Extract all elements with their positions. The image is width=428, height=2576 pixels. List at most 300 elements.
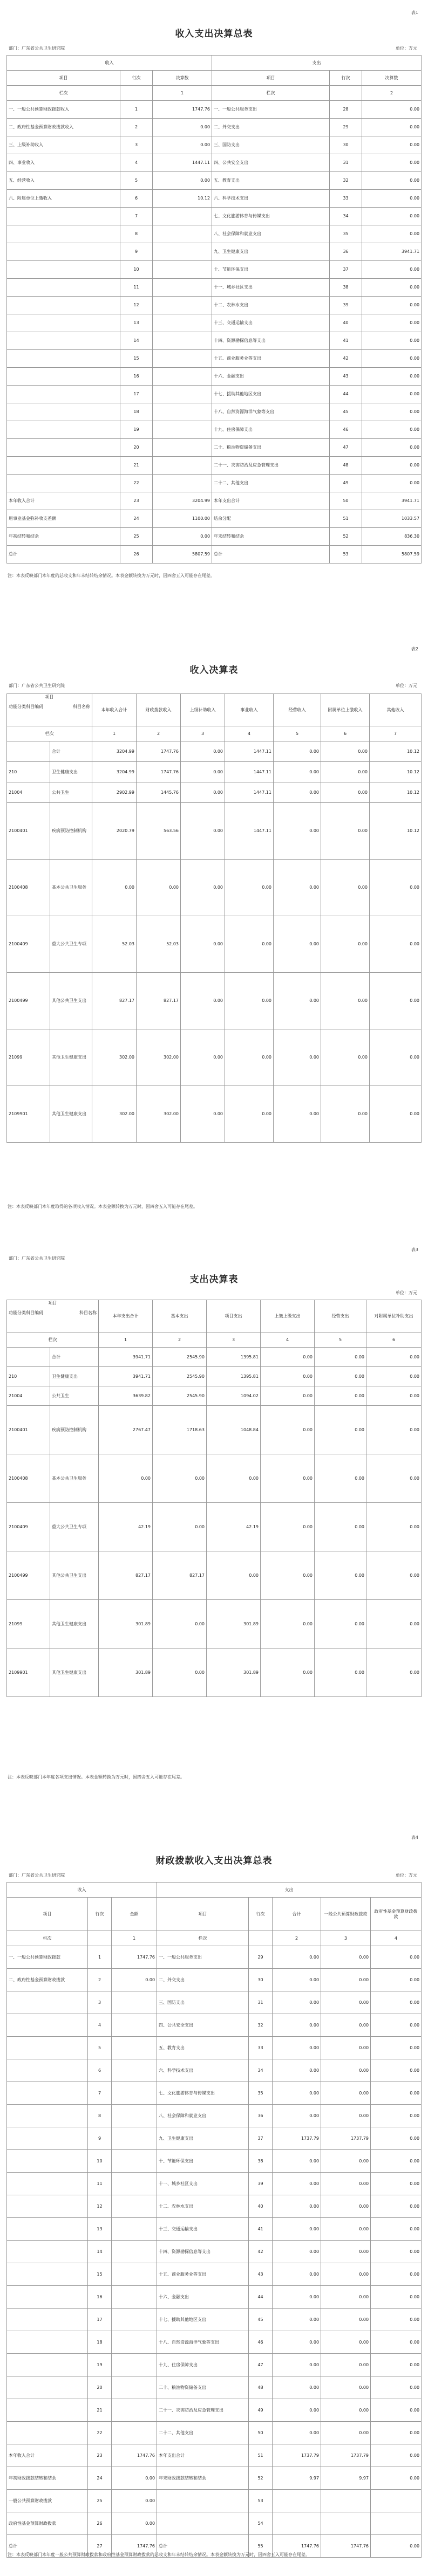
income-item xyxy=(7,2014,88,2037)
income-row-no: 4 xyxy=(88,2014,112,2037)
income-item: 本年收入合计 xyxy=(7,492,120,510)
income-row-no: 13 xyxy=(88,2218,112,2241)
expense-general-budget: 0.00 xyxy=(321,2422,371,2444)
value-cell: 3204.99 xyxy=(92,741,137,762)
income-amount xyxy=(153,261,212,279)
subject-code: 2100499 xyxy=(7,1551,50,1600)
income-amount xyxy=(153,350,212,368)
expense-amount: 1033.57 xyxy=(362,510,422,528)
col-index: 5 xyxy=(274,726,321,741)
expense-amount: 0.00 xyxy=(362,208,422,225)
table-tag: 表1 xyxy=(411,10,418,15)
expense-item: 四、公共安全支出 xyxy=(157,2014,249,2037)
income-amount xyxy=(153,386,212,403)
expense-item: 六、科学技术支出 xyxy=(212,190,330,208)
fiscal-summary-table xyxy=(6,1882,422,2558)
value-cell: 0.00 xyxy=(274,973,321,1029)
value-cell: 2545.90 xyxy=(153,1386,207,1406)
expense-general-budget: 1747.76 xyxy=(321,2535,371,2558)
value-cell: 10.12 xyxy=(370,803,422,860)
income-item xyxy=(7,2082,88,2105)
department-label: 部门：广东省公共卫生研究院 xyxy=(9,1873,65,1878)
expense-row-no: 33 xyxy=(249,2037,273,2059)
expense-total: 0.00 xyxy=(273,2309,321,2331)
subject-name: 基本公共卫生服务 xyxy=(50,860,92,916)
table-row xyxy=(7,350,422,368)
expense-row-no: 45 xyxy=(249,2309,273,2331)
value-cell: 0.00 xyxy=(181,860,225,916)
expense-amount: 0.00 xyxy=(362,297,422,314)
subject-name: 疾病预防控制机构 xyxy=(50,1406,99,1454)
expense-row-no: 50 xyxy=(330,492,362,510)
expense-general-budget: 0.00 xyxy=(321,2218,371,2241)
expense-row-no: 36 xyxy=(330,243,362,261)
expense-item: 十五、商业服务业等支出 xyxy=(157,2263,249,2286)
expense-amount: 0.00 xyxy=(362,421,422,439)
value-cell: 0.00 xyxy=(153,1454,207,1503)
subject-code: 21004 xyxy=(7,1386,50,1406)
income-amount xyxy=(112,2331,157,2354)
expense-row-no: 41 xyxy=(330,332,362,350)
expense-row-no: 53 xyxy=(249,2490,273,2512)
value-cell: 0.00 xyxy=(181,973,225,1029)
expense-amount: 0.00 xyxy=(362,350,422,368)
income-row-no: 19 xyxy=(88,2354,112,2376)
col-index-label: 栏次 xyxy=(157,1931,249,1946)
table-row xyxy=(7,1551,422,1600)
expense-row-no: 36 xyxy=(249,2105,273,2127)
subject-code: 2100408 xyxy=(7,860,50,916)
income-row-no: 7 xyxy=(88,2082,112,2105)
income-item: 总计 xyxy=(7,546,120,564)
income-row-no: 4 xyxy=(120,154,153,172)
income-item xyxy=(7,1991,88,2014)
value-cell: 302.00 xyxy=(137,1086,181,1143)
col-index: 1 xyxy=(112,1931,157,1946)
expense-item: 十四、资源勘探信息等支出 xyxy=(157,2241,249,2263)
value-cell: 1395.81 xyxy=(207,1367,261,1386)
income-amount xyxy=(153,439,212,457)
expense-general-budget: 0.00 xyxy=(321,2241,371,2263)
table-row xyxy=(7,2490,422,2512)
col-index: 2 xyxy=(137,726,181,741)
value-cell: 0.00 xyxy=(99,1454,153,1503)
income-row-no: 11 xyxy=(88,2173,112,2195)
value-cell: 0.00 xyxy=(370,1086,422,1143)
value-cell: 0.00 xyxy=(225,1029,274,1086)
value-cell: 0.00 xyxy=(366,1503,422,1551)
col-index-label: 栏次 xyxy=(7,726,92,741)
expense-fund-budget: 0.00 xyxy=(371,2082,422,2105)
table-row xyxy=(7,741,422,762)
expense-row-no: 51 xyxy=(249,2444,273,2467)
section-income-expense-summary xyxy=(0,0,428,615)
table-row xyxy=(7,916,422,973)
value-cell: 0.00 xyxy=(321,860,370,916)
income-header: 收入 xyxy=(7,1883,157,1898)
expense-fund-budget: 0.00 xyxy=(371,2150,422,2173)
income-item xyxy=(7,368,120,386)
subject-code: 210 xyxy=(7,762,50,782)
value-cell: 0.00 xyxy=(181,741,225,762)
table-row xyxy=(7,208,422,225)
income-row-no: 22 xyxy=(120,475,153,492)
table-row xyxy=(7,2082,422,2105)
col-business-income: 事业收入 xyxy=(225,694,274,726)
col-amount: 金额 xyxy=(112,1898,157,1931)
value-cell: 52.03 xyxy=(137,916,181,973)
page-title: 收入决算表 xyxy=(189,665,239,676)
expense-amount: 0.00 xyxy=(362,386,422,403)
expense-item: 十七、援助其他地区支出 xyxy=(212,386,330,403)
expense-row-no: 32 xyxy=(330,172,362,190)
income-item: 政府性基金预算财政拨款 xyxy=(7,2512,88,2535)
expense-item xyxy=(157,2512,249,2535)
table-row xyxy=(7,1348,422,1367)
value-cell: 0.00 xyxy=(321,916,370,973)
table-row xyxy=(7,475,422,492)
income-row-no: 14 xyxy=(120,332,153,350)
value-cell: 0.00 xyxy=(366,1406,422,1454)
expense-total: 0.00 xyxy=(273,1946,321,1969)
expense-item: 五、教育支出 xyxy=(157,2037,249,2059)
income-amount xyxy=(153,279,212,297)
expense-total: 1737.79 xyxy=(273,2444,321,2467)
income-amount xyxy=(112,2082,157,2105)
expense-row-no: 48 xyxy=(330,457,362,475)
table-row xyxy=(7,1367,422,1386)
expense-amount: 0.00 xyxy=(362,457,422,475)
table-row xyxy=(7,2014,422,2037)
subject-code xyxy=(7,741,50,762)
income-row-no: 26 xyxy=(88,2512,112,2535)
income-row-no: 23 xyxy=(120,492,153,510)
expense-row-no: 52 xyxy=(330,528,362,546)
subject-code: 2100408 xyxy=(7,1454,50,1503)
col-index: 4 xyxy=(371,1931,422,1946)
expense-general-budget: 0.00 xyxy=(321,2037,371,2059)
table-row xyxy=(7,1029,422,1086)
value-cell: 0.00 xyxy=(366,1454,422,1503)
expense-item: 十、节能环保支出 xyxy=(212,261,330,279)
expense-row-no: 46 xyxy=(330,421,362,439)
table-row xyxy=(7,2512,422,2535)
expense-total: 0.00 xyxy=(273,2286,321,2309)
summary-table xyxy=(6,55,422,564)
income-amount: 3204.99 xyxy=(153,492,212,510)
value-cell: 0.00 xyxy=(274,860,321,916)
subject-name: 其他公共卫生支出 xyxy=(50,973,92,1029)
expense-item: 十、节能环保支出 xyxy=(157,2150,249,2173)
income-amount xyxy=(112,2037,157,2059)
expense-item: 总计 xyxy=(157,2535,249,2558)
income-item: 四、事业收入 xyxy=(7,154,120,172)
income-item xyxy=(7,261,120,279)
value-cell: 3639.82 xyxy=(99,1386,153,1406)
expense-item: 二十一、灾害防治及应急管理支出 xyxy=(212,457,330,475)
value-cell: 0.00 xyxy=(366,1367,422,1386)
value-cell: 0.00 xyxy=(321,1086,370,1143)
section-fiscal-summary xyxy=(0,1823,428,2576)
expense-item: 七、文化旅游体育与传媒支出 xyxy=(157,2082,249,2105)
col-total-income: 本年收入合计 xyxy=(92,694,137,726)
value-cell: 3941.71 xyxy=(99,1367,153,1386)
table-row xyxy=(7,803,422,860)
col-index: 2 xyxy=(153,1332,207,1348)
expense-row-no: 37 xyxy=(249,2127,273,2150)
expense-fund-budget: 0.00 xyxy=(371,2286,422,2309)
income-row-no: 15 xyxy=(120,350,153,368)
income-amount: 0.00 xyxy=(112,2467,157,2490)
value-cell: 42.19 xyxy=(207,1503,261,1551)
col-subordinate-income: 附属单位上缴收入 xyxy=(321,694,370,726)
col-fund-budget: 政府性基金预算财政拨款 xyxy=(371,1898,422,1931)
table-row xyxy=(7,2037,422,2059)
expense-total: 0.00 xyxy=(273,2059,321,2082)
income-amount xyxy=(153,208,212,225)
expense-general-budget: 0.00 xyxy=(321,2173,371,2195)
expense-item: 二十、粮油物资储备支出 xyxy=(212,439,330,457)
value-cell: 3204.99 xyxy=(92,762,137,782)
col-basic-expense: 基本支出 xyxy=(153,1300,207,1332)
income-row-no: 27 xyxy=(88,2535,112,2558)
expense-amount: 0.00 xyxy=(362,439,422,457)
income-amount: 1100.00 xyxy=(153,510,212,528)
value-cell: 302.00 xyxy=(137,1029,181,1086)
value-cell: 0.00 xyxy=(315,1648,366,1697)
table-row xyxy=(7,2467,422,2490)
table-note: 注：本表反映部门本年度的总收支和年末结转结余情况。本表金额转换为万元时，因四舍五入可能存在尾差。 xyxy=(8,573,215,578)
col-index: 4 xyxy=(225,726,274,741)
income-item xyxy=(7,2263,88,2286)
col-item: 项目 xyxy=(7,1898,88,1931)
expense-item: 七、文化旅游体育与传媒支出 xyxy=(212,208,330,225)
expense-item: 十七、援助其他地区支出 xyxy=(157,2309,249,2331)
income-row-no: 5 xyxy=(88,2037,112,2059)
expense-general-budget: 0.00 xyxy=(321,2399,371,2422)
income-row-no: 15 xyxy=(88,2263,112,2286)
expense-row-no: 50 xyxy=(249,2422,273,2444)
expense-fund-budget: 0.00 xyxy=(371,2037,422,2059)
table-row xyxy=(7,279,422,297)
income-amount xyxy=(112,2127,157,2150)
subject-code: 2100409 xyxy=(7,1503,50,1551)
table-row xyxy=(7,2218,422,2241)
income-item xyxy=(7,2354,88,2376)
expense-fund-budget: 0.00 xyxy=(371,2354,422,2376)
expense-item: 八、社会保障和就业支出 xyxy=(157,2105,249,2127)
income-amount xyxy=(153,475,212,492)
income-row-no: 16 xyxy=(120,368,153,386)
value-cell: 0.00 xyxy=(261,1551,315,1600)
income-amount xyxy=(112,2150,157,2173)
income-amount xyxy=(112,2173,157,2195)
expense-fund-budget: 0.00 xyxy=(371,2263,422,2286)
income-table xyxy=(6,693,422,1143)
expense-total: 0.00 xyxy=(273,2014,321,2037)
expense-item: 三、国防支出 xyxy=(157,1991,249,2014)
expense-row-no: 48 xyxy=(249,2376,273,2399)
subject-code: 21004 xyxy=(7,782,50,803)
table-row xyxy=(7,510,422,528)
table-row xyxy=(7,2195,422,2218)
expense-item: 十八、自然资源海洋气象等支出 xyxy=(157,2331,249,2354)
table-row xyxy=(7,1454,422,1503)
expense-item: 十八、自然资源海洋气象等支出 xyxy=(212,403,330,421)
income-row-no: 14 xyxy=(88,2241,112,2263)
expense-amount: 0.00 xyxy=(362,332,422,350)
value-cell: 0.00 xyxy=(315,1503,366,1551)
value-cell: 0.00 xyxy=(225,1086,274,1143)
value-cell: 0.00 xyxy=(315,1454,366,1503)
col-index: 5 xyxy=(315,1332,366,1348)
value-cell: 0.00 xyxy=(181,1029,225,1086)
income-row-no: 9 xyxy=(120,243,153,261)
income-amount xyxy=(112,2354,157,2376)
table-row xyxy=(7,119,422,136)
income-row-no: 10 xyxy=(120,261,153,279)
value-cell: 0.00 xyxy=(366,1648,422,1697)
income-amount: 0.00 xyxy=(153,528,212,546)
income-item: 一、一般公共预算财政拨款 xyxy=(7,1946,88,1969)
table-note: 注：本表反映部门本年度取得的各项收入情况。本表金额转换为万元时，因四舍五入可能存在尾差。 xyxy=(8,1204,198,1209)
table-row xyxy=(7,2444,422,2467)
value-cell: 0.00 xyxy=(274,782,321,803)
expense-item: 五、教育支出 xyxy=(212,172,330,190)
col-row: 行次 xyxy=(330,71,362,86)
value-cell: 0.00 xyxy=(261,1454,315,1503)
expense-item: 年末财政拨款结转和结余 xyxy=(157,2467,249,2490)
subject-code xyxy=(7,1348,50,1367)
table-note: 注：本表反映部门本年度各项支出情况。本表金额转换为万元时，因四舍五入可能存在尾差。 xyxy=(8,1775,185,1780)
income-row-no: 26 xyxy=(120,546,153,564)
expense-total: 1747.76 xyxy=(273,2535,321,2558)
table-row xyxy=(7,2399,422,2422)
expense-general-budget: 1737.79 xyxy=(321,2127,371,2150)
col-superior-subsidy: 上级补助收入 xyxy=(181,694,225,726)
value-cell: 0.00 xyxy=(321,973,370,1029)
value-cell: 0.00 xyxy=(207,1454,261,1503)
value-cell: 0.00 xyxy=(274,762,321,782)
table-row xyxy=(7,243,422,261)
expense-amount: 0.00 xyxy=(362,368,422,386)
value-cell: 3941.71 xyxy=(99,1348,153,1367)
subject-name: 合计 xyxy=(50,1348,99,1367)
table-row xyxy=(7,762,422,782)
income-row-no: 17 xyxy=(88,2309,112,2331)
col-subordinate-subsidy: 对附属单位补助支出 xyxy=(366,1300,422,1332)
page-title: 财政拨款收入支出决算总表 xyxy=(155,1856,273,1866)
expense-item: 二十、粮油物资储备支出 xyxy=(157,2376,249,2399)
expense-total: 0.00 xyxy=(273,1991,321,2014)
department-label: 部门：广东省公共卫生研究院 xyxy=(9,683,65,688)
expense-amount: 5807.59 xyxy=(362,546,422,564)
section-expense xyxy=(0,1240,428,1801)
page-title: 支出决算表 xyxy=(189,1274,239,1285)
expense-amount: 0.00 xyxy=(362,314,422,332)
expense-general-budget: 0.00 xyxy=(321,2150,371,2173)
value-cell: 0.00 xyxy=(92,860,137,916)
expense-row-no: 49 xyxy=(330,475,362,492)
col-index: 7 xyxy=(370,726,422,741)
expense-item: 一、一般公共服务支出 xyxy=(212,101,330,119)
income-item: 总计 xyxy=(7,2535,88,2558)
expense-fund-budget: 0.00 xyxy=(371,2422,422,2444)
subject-name: 公共卫生 xyxy=(50,1386,99,1406)
table-row xyxy=(7,1946,422,1969)
expense-row-no: 29 xyxy=(330,119,362,136)
expense-total xyxy=(273,2512,321,2535)
expense-row-no: 39 xyxy=(249,2173,273,2195)
expense-row-no: 30 xyxy=(249,1969,273,1991)
income-row-no: 10 xyxy=(88,2150,112,2173)
expense-row-no: 41 xyxy=(249,2218,273,2241)
income-amount: 1747.76 xyxy=(112,1946,157,1969)
income-row-no: 3 xyxy=(88,1991,112,2014)
table-tag: 表4 xyxy=(411,1835,418,1840)
value-cell: 0.00 xyxy=(366,1600,422,1648)
income-item: 五、经营收入 xyxy=(7,172,120,190)
col-index: 3 xyxy=(181,726,225,741)
expense-general-budget: 0.00 xyxy=(321,2105,371,2127)
subject-name: 卫生健康支出 xyxy=(50,762,92,782)
value-cell: 10.12 xyxy=(370,782,422,803)
income-row-no: 12 xyxy=(120,297,153,314)
table-row xyxy=(7,2331,422,2354)
expense-row-no: 53 xyxy=(330,546,362,564)
expense-general-budget: 0.00 xyxy=(321,2354,371,2376)
expense-general-budget xyxy=(321,2490,371,2512)
table-row xyxy=(7,332,422,350)
value-cell: 0.00 xyxy=(274,803,321,860)
col-item: 项目 xyxy=(212,71,330,86)
expense-row-no: 34 xyxy=(249,2059,273,2082)
value-cell: 0.00 xyxy=(274,1029,321,1086)
col-total: 合计 xyxy=(273,1898,321,1931)
expense-general-budget: 0.00 xyxy=(321,2195,371,2218)
col-project-expense: 项目支出 xyxy=(207,1300,261,1332)
income-item xyxy=(7,2195,88,2218)
income-row-no: 22 xyxy=(88,2422,112,2444)
income-header: 收入 xyxy=(7,56,212,71)
expense-row-no: 44 xyxy=(249,2286,273,2309)
col-row: 行次 xyxy=(249,1898,273,1931)
expense-row-no: 38 xyxy=(249,2150,273,2173)
table-row xyxy=(7,101,422,119)
table-row xyxy=(7,297,422,314)
table-row xyxy=(7,457,422,475)
unit-label: 单位：万元 xyxy=(396,46,417,51)
income-amount: 0.00 xyxy=(112,1969,157,1991)
subject-name: 其他公共卫生支出 xyxy=(50,1551,99,1600)
income-item xyxy=(7,2241,88,2263)
col-name: 科目名称 xyxy=(79,1310,97,1315)
income-amount: 1747.76 xyxy=(112,2535,157,2558)
col-row: 行次 xyxy=(120,71,153,86)
value-cell: 0.00 xyxy=(274,916,321,973)
income-amount xyxy=(112,2286,157,2309)
income-row-no: 17 xyxy=(120,386,153,403)
value-cell: 1094.02 xyxy=(207,1386,261,1406)
value-cell: 0.00 xyxy=(370,860,422,916)
income-item xyxy=(7,386,120,403)
expense-fund-budget: 0.00 xyxy=(371,1991,422,2014)
table-row xyxy=(7,386,422,403)
expense-amount: 0.00 xyxy=(362,136,422,154)
subject-code: 2100499 xyxy=(7,973,50,1029)
col-name: 科目名称 xyxy=(73,704,90,709)
table-row xyxy=(7,492,422,510)
